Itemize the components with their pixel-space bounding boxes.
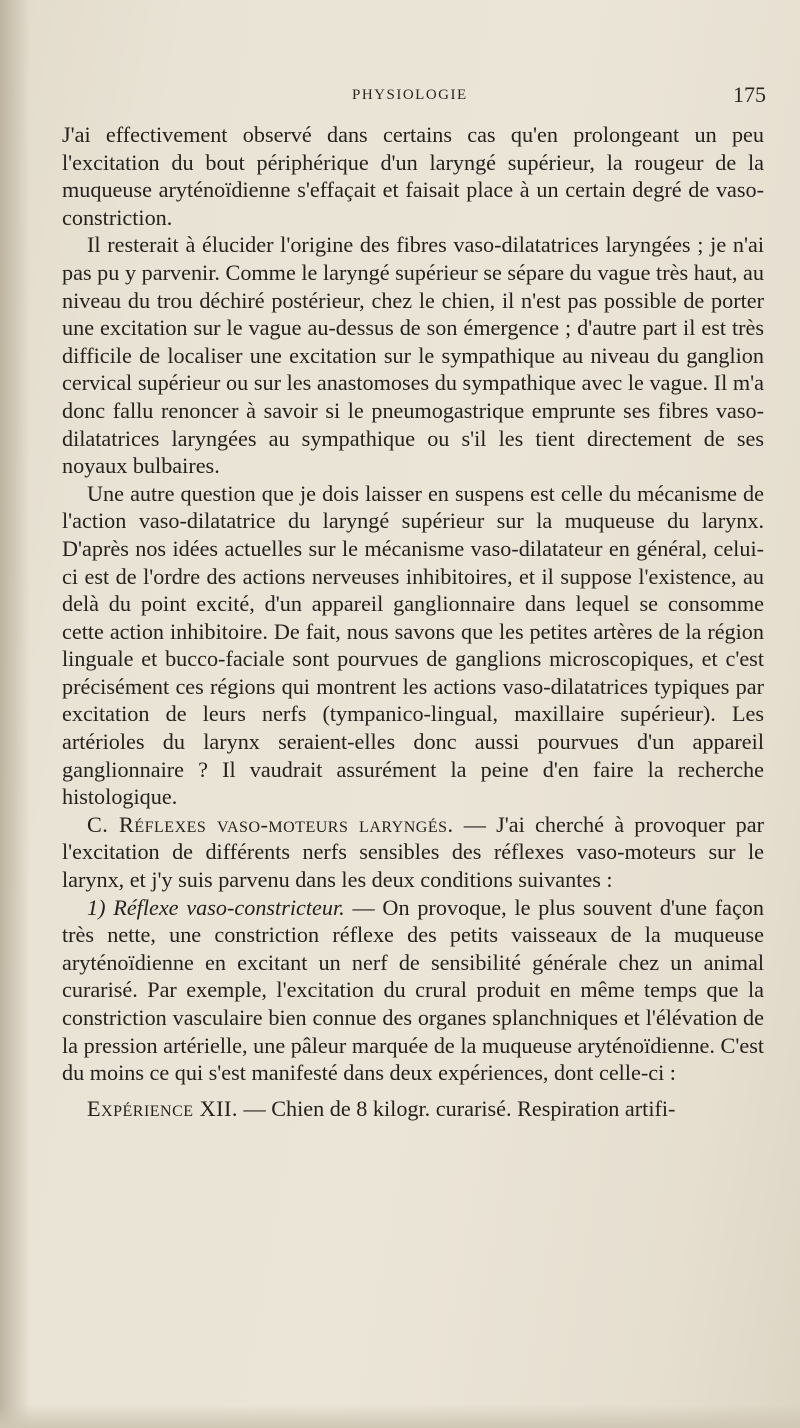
page-header — [60, 84, 766, 114]
paragraph-text: — J'ai cherché à provoquer par l'excitation de différents nerfs sensibles des réflexes vaso-moteurs sur le larynx, et j'y suis parvenu dans les deux conditions suivantes : — [62, 811, 764, 893]
page-bottom-shadow — [0, 1404, 800, 1428]
paragraph-mechanism-question — [62, 480, 764, 811]
spacer — [62, 1087, 764, 1095]
experiment-heading: Expérience XII. — [87, 1095, 238, 1121]
subsection-reflexe-vaso-constricteur — [62, 894, 764, 1087]
subsection-heading: 1) Réflexe vaso-constricteur. — [87, 894, 345, 920]
experiment-xii — [62, 1095, 764, 1123]
paragraph-text: J'ai effectivement observé dans certains cas qu'en prolongeant un peu l'excitation du bout périphérique d'un laryngé supérieur, la rougeur de la muqueuse aryténoïdienne s'effaçait et faisait place à un certain degré de vaso-constriction. — [62, 122, 764, 230]
section-heading: C. Réflexes vaso-moteurs laryngés. — [87, 811, 454, 837]
page-edge-shadow — [0, 0, 30, 1428]
paragraph-text: — On provoque, le plus souvent d'une façon très nette, une constriction réflexe des petits vaisseaux de la muqueuse aryténoïdienne en excitant un nerf de sensibilité générale chez un animal curarisé. Par exemple, l'excitation du crural produit en même temps que la constriction vasculaire bien connue des organes splanchniques et l'élévation de la pression artérielle, une pâleur marquée de la muqueuse aryténoïdienne. C'est du moins ce qui s'est manifesté dans deux expériences, dont celle-ci : — [62, 894, 764, 1086]
paragraph-text: Il resterait à élucider l'origine des fibres vaso-dilatatrices laryngées ; je n'ai pas pu y parvenir. Comme le laryngé supérieur se sépare du vague très haut, au niveau du trou déchiré postérieur, chez le chien, il n'est pas possible de porter une excitation sur le vague au-dessus de son émergence ; d'autre part il est très difficile de localiser une excitation sur le sympathique au niveau du ganglion cervical supérieur ou sur les anastomoses du sympathique avec le vague. Il m'a donc fallu renoncer à savoir si le pneumogastrique emprunte ses fibres vaso-dilatatrices laryngées au sympathique ou s'il les tient directement de ses noyaux bulbaires. — [62, 232, 764, 479]
paragraph-text: Une autre question que je dois laisser en suspens est celle du mécanisme de l'action vaso-dilatatrice du laryngé supérieur sur la muqueuse du larynx. D'après nos idées actuelles sur le mécanisme vaso-dilatateur en général, celui-ci est de l'ordre des actions nerveuses inhibitoires, et il suppose l'existence, au delà du point excité, d'un appareil ganglionnaire dans lequel se consomme cette action inhibitoire. De fait, nous savons que les petites artères de la région linguale et bucco-faciale sont pourvues de ganglions microscopiques, et c'est précisément ces régions qui montrent les actions vaso-dilatatrices typiques par excitation de leurs nerfs (tympanico-lingual, maxillaire supérieur). Les artérioles du larynx seraient-elles donc aussi pourvues d'un appareil ganglionnaire ? Il vaudrait assurément la peine d'en faire la recherche histologique. — [62, 480, 764, 810]
page-number: 175 — [733, 82, 766, 107]
running-title: PHYSIOLOGIE — [352, 87, 468, 103]
paragraph-vaso-constriction-observation — [62, 121, 764, 231]
page-body — [62, 121, 764, 1122]
paragraph-origin-of-fibres — [62, 231, 764, 479]
section-c-reflexes — [62, 811, 764, 894]
paragraph-text: — Chien de 8 kilogr. curarisé. Respiration artifi- — [237, 1095, 676, 1121]
